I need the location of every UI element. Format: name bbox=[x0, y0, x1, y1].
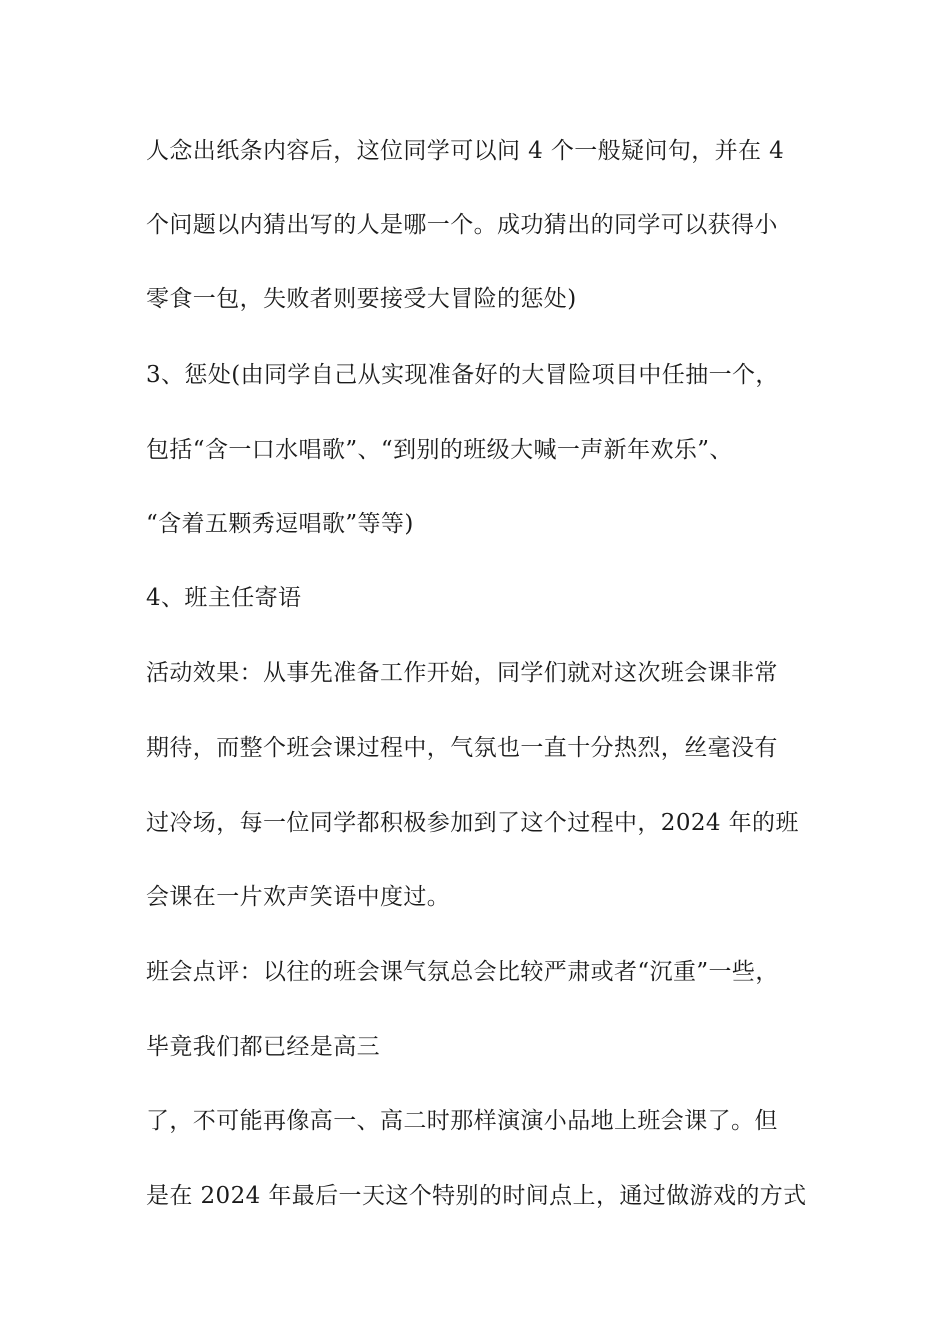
text-line: “含着五颗秀逗唱歌”等等) bbox=[146, 511, 414, 537]
text-line: 3、惩处(由同学自己从实现准备好的大冒险项目中任抽一个， bbox=[146, 362, 779, 388]
text-line: 个问题以内猜出写的人是哪一个。成功猜出的同学可以获得小 bbox=[146, 212, 778, 238]
text-line: 是在 2024 年最后一天这个特别的时间点上，通过做游戏的方式 bbox=[146, 1183, 807, 1209]
text-line: 零食一包，失败者则要接受大冒险的惩处) bbox=[146, 286, 577, 312]
text-line: 毕竟我们都已经是高三 bbox=[146, 1034, 380, 1060]
text-line: 班会点评：以往的班会课气氛总会比较严肃或者“沉重”一些， bbox=[146, 959, 779, 985]
text-line: 包括“含一口水唱歌”、“到别的班级大喊一声新年欢乐”、 bbox=[146, 437, 733, 463]
text-line: 期待，而整个班会课过程中，气氛也一直十分热烈，丝毫没有 bbox=[146, 735, 778, 761]
text-line: 过冷场，每一位同学都积极参加到了这个过程中，2024 年的班 bbox=[146, 810, 799, 836]
text-line: 了，不可能再像高一、高二时那样演演小品地上班会课了。但 bbox=[146, 1108, 778, 1134]
text-line: 会课在一片欢声笑语中度过。 bbox=[146, 884, 451, 910]
text-line: 人念出纸条内容后，这位同学可以问 4 个一般疑问句，并在 4 bbox=[146, 138, 785, 164]
text-line: 4、班主任寄语 bbox=[146, 585, 302, 611]
text-line: 活动效果：从事先准备工作开始，同学们就对这次班会课非常 bbox=[146, 660, 778, 686]
